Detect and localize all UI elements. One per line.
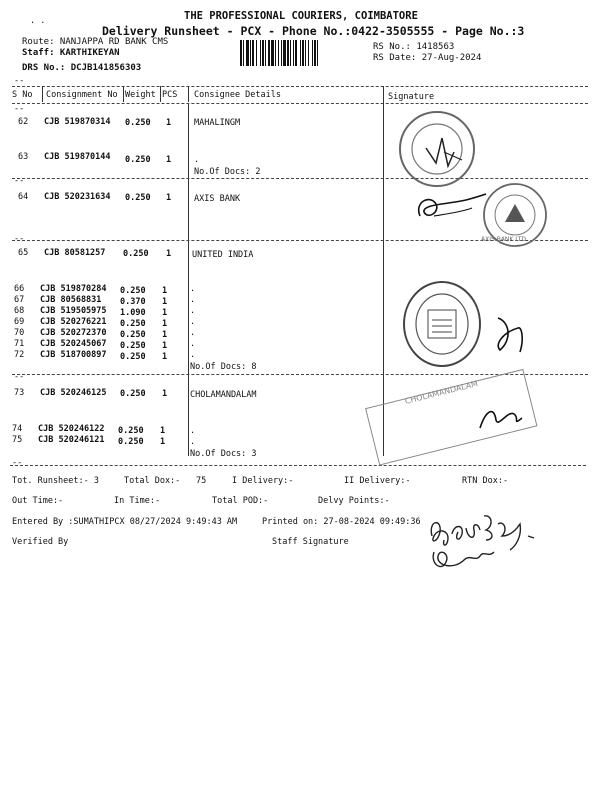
row-pcs: 1 — [162, 308, 168, 318]
i-delivery: I Delivery:- — [232, 476, 294, 486]
row-weight: 1.090 — [120, 308, 146, 318]
header-bottom-rule — [12, 103, 588, 104]
docs-count: No.Of Docs: 3 — [190, 449, 257, 459]
row-pcs: 1 — [162, 330, 168, 340]
row-consignment: CJB 80568831 — [40, 295, 102, 305]
row-weight: 0.250 — [123, 249, 149, 259]
row-consignment: CJB 519505975 — [40, 306, 107, 316]
column-divider — [42, 86, 43, 102]
staff-signature-label: Staff Signature — [272, 537, 349, 547]
staff-label: Staff: KARTHIKEYAN — [22, 48, 120, 58]
row-consignee: . — [190, 350, 196, 360]
dash-mark: -- — [12, 458, 23, 468]
rs-date: RS Date: 27-Aug-2024 — [373, 53, 482, 63]
row-pcs: 1 — [166, 249, 172, 259]
header-top-rule — [12, 86, 588, 87]
column-divider — [160, 86, 161, 102]
company-name: THE PROFESSIONAL COURIERS, COIMBATORE — [184, 10, 418, 22]
rs-number: RS No.: 1418563 — [373, 42, 455, 52]
row-weight: 0.250 — [118, 437, 144, 447]
row-consignee: . — [190, 339, 196, 349]
dash-mark: -- — [14, 372, 25, 382]
row-sno: 65 — [18, 248, 29, 258]
row-consignment: CJB 520276221 — [40, 317, 107, 327]
row-pcs: 1 — [160, 437, 166, 447]
printed-on: Printed on: 27-08-2024 09:49:36 — [262, 517, 421, 527]
barcode — [240, 40, 366, 66]
row-pcs: 1 — [160, 426, 166, 436]
col-pcs: PCS — [162, 90, 178, 100]
row-weight: 0.250 — [120, 286, 146, 296]
ii-delivery: II Delivery:- — [344, 476, 411, 486]
row-consignee: . — [190, 317, 196, 327]
row-pcs: 1 — [166, 155, 172, 165]
row-sno: 66 — [14, 284, 25, 294]
staff-signature — [424, 506, 550, 586]
row-pcs: 1 — [162, 297, 168, 307]
out-time: Out Time:- — [12, 496, 64, 506]
row-pcs: 1 — [162, 352, 168, 362]
column-divider — [188, 104, 189, 456]
verified-by: Verified By — [12, 537, 69, 547]
row-consignee: . — [190, 306, 196, 316]
row-weight: 0.250 — [120, 341, 146, 351]
col-consignment: Consignment No — [46, 90, 118, 100]
row-consignee: UNITED INDIA — [192, 250, 254, 260]
row-sno: 75 — [12, 435, 23, 445]
col-sno: S No — [12, 90, 33, 100]
stamp-round-1 — [396, 108, 478, 190]
total-pod: Total POD:- — [212, 496, 269, 506]
row-sno: 69 — [14, 317, 25, 327]
row-consignee: AXIS BANK — [194, 194, 241, 204]
row-pcs: 1 — [166, 193, 172, 203]
header-dots: . . — [30, 16, 46, 26]
row-weight: 0.250 — [125, 118, 151, 128]
row-consignee: . — [190, 284, 196, 294]
docs-count: No.Of Docs: 2 — [194, 167, 261, 177]
col-weight: Weight — [125, 90, 156, 100]
entered-by: Entered By :SUMATHIPCX 08/27/2024 9:49:43 AM — [12, 517, 238, 527]
tot-runsheet: Tot. Runsheet:- 3 — [12, 476, 99, 486]
row-weight: 0.250 — [118, 426, 144, 436]
row-weight: 0.250 — [120, 389, 146, 399]
row-sno: 73 — [14, 388, 25, 398]
row-consignee: MAHALINGM — [194, 118, 241, 128]
stamp-round-3 — [398, 280, 488, 376]
row-consignee: . — [190, 295, 196, 305]
runsheet-title: Delivery Runsheet - PCX - Phone No.:0422-3505555 - Page No.:3 — [102, 24, 525, 38]
col-consignee: Consignee Details — [194, 90, 281, 100]
row-consignment: CJB 520231634 — [44, 192, 111, 202]
row-consignment: CJB 519870314 — [44, 117, 111, 127]
stamp-cholamandalam-text: CHOLAMANDALAM — [404, 379, 479, 406]
row-consignment: CJB 518700897 — [40, 350, 107, 360]
drs-number: DRS No.: DCJB141856303 — [22, 63, 142, 73]
row-sno: 71 — [14, 339, 25, 349]
dash-mark: -- — [14, 176, 25, 186]
rtn-dox: RTN Dox:- — [462, 476, 509, 486]
signature-3 — [490, 310, 530, 360]
dash-mark: -- — [14, 234, 25, 244]
row-pcs: 1 — [166, 118, 172, 128]
column-divider — [188, 86, 189, 102]
row-consignment: CJB 520272370 — [40, 328, 107, 338]
row-weight: 0.250 — [120, 330, 146, 340]
row-sno: 72 — [14, 350, 25, 360]
row-consignment: CJB 520245067 — [40, 339, 107, 349]
dash-mark: -- — [14, 104, 25, 114]
signature-axis — [410, 186, 490, 232]
docs-count: No.Of Docs: 8 — [190, 362, 257, 372]
row-weight: 0.370 — [120, 297, 146, 307]
row-consignee: . — [190, 437, 196, 447]
row-sno: 64 — [18, 192, 29, 202]
row-sno: 70 — [14, 328, 25, 338]
row-pcs: 1 — [162, 319, 168, 329]
row-consignment: CJB 520246122 — [38, 424, 105, 434]
row-sno: 68 — [14, 306, 25, 316]
col-signature: Signature — [388, 92, 435, 102]
row-consignee: . — [190, 328, 196, 338]
row-consignment: CJB 520246121 — [38, 435, 105, 445]
in-time: In Time:- — [114, 496, 161, 506]
row-weight: 0.250 — [120, 352, 146, 362]
stamp-axis-text: AXIS BANK LTD — [481, 236, 527, 243]
row-sno: 74 — [12, 424, 23, 434]
row-consignee: . — [194, 155, 200, 165]
total-dox-label: Total Dox:- — [124, 476, 181, 486]
row-pcs: 1 — [162, 286, 168, 296]
signature-4 — [474, 400, 534, 434]
row-weight: 0.250 — [120, 319, 146, 329]
delvy-points: Delvy Points:- — [318, 496, 390, 506]
route-label: Route: NANJAPPA RD BANK CMS — [22, 37, 169, 47]
row-consignee: . — [190, 426, 196, 436]
row-consignment: CJB 80581257 — [44, 248, 106, 258]
row-pcs: 1 — [162, 389, 168, 399]
column-divider — [123, 86, 124, 102]
group-rule — [12, 178, 588, 179]
row-consignment: CJB 520246125 — [40, 388, 107, 398]
row-sno: 63 — [18, 152, 29, 162]
row-consignment: CJB 519870144 — [44, 152, 111, 162]
total-dox-value: 75 — [196, 476, 207, 486]
row-weight: 0.250 — [125, 193, 151, 203]
row-sno: 67 — [14, 295, 25, 305]
row-sno: 62 — [18, 117, 29, 127]
dash-mark: -- — [14, 76, 25, 86]
row-weight: 0.250 — [125, 155, 151, 165]
row-consignment: CJB 519870284 — [40, 284, 107, 294]
row-pcs: 1 — [162, 341, 168, 351]
row-consignee: CHOLAMANDALAM — [190, 390, 257, 400]
